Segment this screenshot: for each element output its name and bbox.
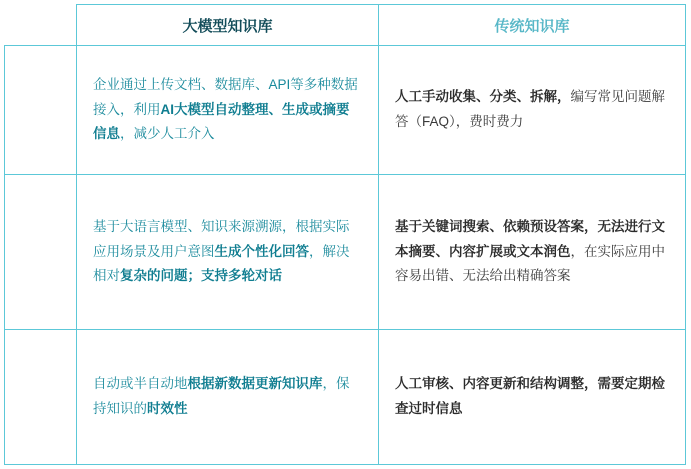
row-label-char: 护 [33, 419, 48, 436]
row-label-char: 后 [33, 358, 48, 375]
table-row [5, 46, 686, 175]
row-label-user-experience-stack [5, 211, 76, 292]
header-corner-cell [5, 5, 77, 46]
header-ai-knowledge-base: 大模型知识库 [77, 5, 379, 46]
row-label-char: 使 [33, 213, 48, 230]
row-label-char: 程 [33, 132, 48, 149]
cell-ai-maintenance [77, 330, 379, 465]
row-label-build-process-stack [5, 69, 76, 150]
text-segment: 编写常见问题解答（FAQ），费时费力 [395, 89, 665, 129]
row-label-maintenance-stack [5, 356, 76, 437]
text-segment-bold: AI大模型自动整理、生成或摘要信息 [93, 101, 350, 142]
text-segment-bold: 人工审核、内容更新和结构调整，需要定期检查过时信息 [395, 376, 665, 416]
cell-ai-build-process [77, 46, 379, 175]
row-label-build-process [5, 46, 77, 175]
table-row [5, 175, 686, 330]
row-label-char: 建 [33, 91, 48, 108]
text-segment-bold: 人工手动收集、分类、拆解， [395, 89, 571, 105]
text-segment: ，保持知识的 [93, 376, 350, 416]
row-label-maintenance [5, 330, 77, 465]
row-label-char: 过 [33, 112, 48, 128]
text-segment: 企业通过上传文档、数据库、API等多种数据接入，利用 [93, 76, 358, 117]
row-label-char: 期 [33, 378, 48, 395]
row-label-user-experience [5, 175, 77, 330]
cell-traditional-maintenance [379, 330, 686, 465]
text-segment: ，减少人工介入 [120, 126, 215, 142]
row-label-char: 体 [33, 254, 48, 270]
table-row [5, 330, 686, 465]
text-segment-bold: 复杂的问题；支持多轮对话 [120, 268, 282, 284]
text-segment: ，在实际应用中容易出错、无法给出精确答案 [395, 243, 665, 284]
row-label-char: 搭 [33, 71, 48, 88]
table-header-row [5, 5, 686, 46]
comparison-table [4, 4, 686, 465]
text-segment-bold: 生成个性化回答 [214, 243, 309, 259]
text-segment: 基于大语言模型、知识来源溯源，根据实际应用场景及用户意图 [93, 218, 350, 259]
text-segment-bold: 基于关键词搜索、依赖预设答案，无法进行文本摘要、内容扩展或文本润色 [395, 218, 665, 259]
text-segment-bold: 根据新数据更新知识库 [187, 376, 323, 392]
header-traditional-knowledge-base: 传统知识库 [379, 5, 686, 46]
cell-traditional-user-experience [379, 175, 686, 330]
row-label-char: 维 [33, 399, 48, 415]
text-segment: ，解决相对 [93, 243, 350, 284]
cell-traditional-build-process [379, 46, 686, 175]
cell-ai-user-experience [77, 175, 379, 330]
text-segment: 自动或半自动地 [93, 376, 188, 392]
row-label-char: 用 [33, 233, 48, 250]
row-label-char: 验 [33, 274, 48, 291]
text-segment-bold: 时效性 [147, 401, 188, 416]
